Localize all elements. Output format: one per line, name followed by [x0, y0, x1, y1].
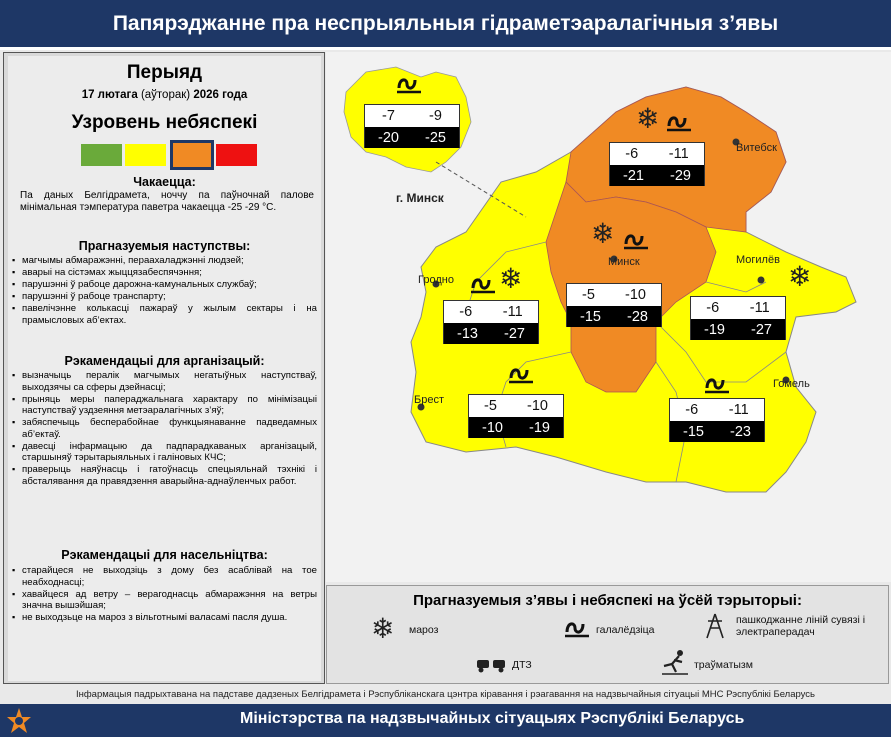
- night-min: -13: [457, 325, 478, 342]
- list-item: ▪ старайцеся не выходзіць з дому без асаблівай на тое неабходнасці;: [12, 565, 317, 588]
- org-recommendations-list: [12, 370, 317, 488]
- legend-ice-label: галалёдзіца: [596, 624, 655, 636]
- day-min: -6: [459, 304, 473, 320]
- temp-box-minsk-region: [566, 283, 662, 327]
- org-recommendations-title: Рэкамендацыі для арганізацый:: [64, 354, 265, 368]
- population-recommendations-title: Рэкамендацыі для насельніцтва:: [61, 548, 268, 562]
- injury-icon: [660, 648, 690, 676]
- night-min: -20: [378, 129, 399, 146]
- legend: [326, 585, 889, 684]
- ice-icon: [470, 274, 496, 294]
- day-max: -10: [625, 287, 646, 303]
- list-item: ▪ парушэнні ў рабоце транспарту;: [12, 291, 317, 303]
- day-min: -7: [382, 108, 395, 124]
- frost-icon: ❄: [499, 263, 523, 294]
- list-item: ▪ парушэнні ў рабоце дарожна-камунальных службаў;: [12, 279, 317, 291]
- list-item: ▪ давесці інфармацыю да падпарадкаваных арганізацый, старшыняў тэрытарыяльных і галіновых КЧС;: [12, 441, 317, 464]
- expected-title: Чакаецца:: [133, 175, 196, 189]
- temp-box-minsk-city: [364, 104, 460, 148]
- date-weekday: (аўторак): [140, 89, 191, 101]
- day-max: -11: [502, 304, 523, 320]
- list-item: ▪ аварыі на сістэмах жыццязабеспячэння;: [12, 267, 317, 279]
- legend-title: Прагназуемыя з’явы і небяспекі на ўсёй тэрыторыі:: [413, 592, 802, 609]
- ice-icon: [396, 74, 422, 94]
- date-day: 17 лютага: [81, 89, 138, 101]
- frost-icon: ❄: [371, 613, 395, 644]
- day-min: -5: [582, 287, 595, 303]
- temp-box-gomel: [669, 398, 765, 442]
- day-max: -10: [527, 398, 548, 414]
- list-item: ▪ прыняць меры папераджальнага характару по мінімізацыі наступстваў уздзеяння метэаралагічных з’яў;: [12, 394, 317, 417]
- day-max: -9: [429, 108, 442, 124]
- city-label-minsk: Минск: [608, 256, 640, 268]
- expected-text: Па даных Белгідрамета, ноччу па паўночнай палове мінімальная тэмпература паветра чакаецца -25 -29 °С.: [20, 190, 314, 213]
- mogilev-dot: [758, 277, 765, 284]
- night-min: -19: [704, 321, 725, 338]
- level-green-swatch: [81, 144, 122, 166]
- city-label-grodno: Гродно: [418, 274, 454, 286]
- legend-injury-label: траўматызм: [694, 659, 753, 671]
- period-heading: Перыяд: [126, 62, 203, 83]
- ice-icon: [564, 618, 590, 638]
- mchs-logo-icon: [4, 706, 34, 736]
- day-max: -11: [728, 402, 749, 418]
- city-label-gomel: Гомель: [773, 378, 810, 390]
- source-note: Інфармацыя падрыхтавана на падставе дадзеных Белгідрамета і Рэспубліканскага цэнтра кіравання і рэагавання на надзвычайныя сітуацыі МНС Рэспублікі Беларусь: [75, 689, 816, 700]
- list-item: ▪ магчымы абмаражэнні, пераахаладжэнні людзей;: [12, 255, 317, 267]
- ice-icon: [704, 374, 730, 394]
- level-red-swatch: [216, 144, 257, 166]
- day-max: -11: [668, 146, 689, 162]
- day-min: -6: [625, 146, 639, 162]
- night-min: -10: [482, 419, 503, 436]
- page-header: [0, 0, 891, 50]
- night-max: -23: [730, 423, 751, 440]
- page-footer: [0, 704, 891, 737]
- night-min: -15: [580, 308, 601, 325]
- ice-icon: [666, 112, 692, 132]
- night-min: -15: [683, 423, 704, 440]
- warning-map: [326, 52, 891, 582]
- page-title: Папярэджанне пра неспрыяльныя гідраметэаралагічныя з’явы: [112, 11, 779, 35]
- danger-level-title: Узровень небяспекі: [71, 112, 258, 133]
- list-item: ▪ хавайцеся ад ветру – верагоднасць абмаражэння на ветры значна вышэйшая;: [12, 589, 317, 612]
- list-item: ▪ не выходзьце на мароз з вільготнымі валасамі пасля душа.: [12, 612, 317, 624]
- list-item: ▪ павелічэнне колькасці пажараў у жылым сектары і на прамысловых аб’ектах.: [12, 303, 317, 326]
- period-date: [8, 89, 321, 101]
- list-item: ▪ забяспечыць бесперабойнае функцыянаванне падведамных аб’ектаў.: [12, 417, 317, 440]
- legend-dtp-label: ДТЗ: [512, 659, 532, 671]
- city-label-minsk-inset: г. Минск: [396, 191, 444, 205]
- day-min: -6: [685, 402, 699, 418]
- ice-icon: [623, 230, 649, 250]
- car-crash-icon: [475, 652, 507, 674]
- day-min: -5: [484, 398, 497, 414]
- temp-box-grodno: [443, 300, 539, 344]
- date-year: 2026 года: [193, 89, 248, 101]
- level-orange-swatch-active: [170, 140, 214, 170]
- city-label-mogilev: Могилёв: [736, 254, 780, 266]
- danger-level-scale: [81, 140, 257, 170]
- night-max: -19: [529, 419, 550, 436]
- night-max: -27: [751, 321, 772, 338]
- frost-icon: ❄: [591, 218, 615, 249]
- night-min: -21: [623, 167, 644, 184]
- temp-box-mogilev: [690, 296, 786, 340]
- footer-title: Міністэрства па надзвычайных сітуацыях Рэспублікі Беларусь: [240, 710, 745, 727]
- legend-lines-label: пашкоджанне ліній сувязі і электраперадач: [736, 614, 866, 638]
- power-line-icon: [702, 612, 728, 640]
- consequences-title: Прагназуемыя наступствы:: [78, 239, 251, 253]
- info-panel-inner: [8, 56, 321, 681]
- temp-box-vitebsk: [609, 142, 705, 186]
- population-recommendations-list: [12, 565, 317, 624]
- consequences-list: [12, 255, 317, 327]
- night-max: -25: [425, 129, 446, 146]
- day-min: -6: [706, 300, 720, 316]
- city-label-brest: Брест: [414, 394, 444, 406]
- frost-icon: ❄: [636, 103, 660, 134]
- night-max: -29: [670, 167, 691, 184]
- list-item: ▪ вызначыць пералік магчымых негатыўных наступстваў, выходзячы са сферы дзейнасці;: [12, 370, 317, 393]
- legend-frost-label: мароз: [409, 624, 439, 636]
- day-max: -11: [749, 300, 770, 316]
- night-max: -27: [504, 325, 525, 342]
- city-label-vitebsk: Витебск: [736, 142, 777, 154]
- list-item: ▪ праверыць наяўнасць і гатоўнасць спецыяльнай тэхнікі і абсталявання да правядзення аварыйна-аднаўленчых работ.: [12, 464, 317, 487]
- ice-icon: [508, 364, 534, 384]
- frost-icon: ❄: [788, 261, 812, 292]
- night-max: -28: [627, 308, 648, 325]
- info-panel: [3, 52, 325, 684]
- temp-box-brest: [468, 394, 564, 438]
- level-yellow-swatch: [125, 144, 166, 166]
